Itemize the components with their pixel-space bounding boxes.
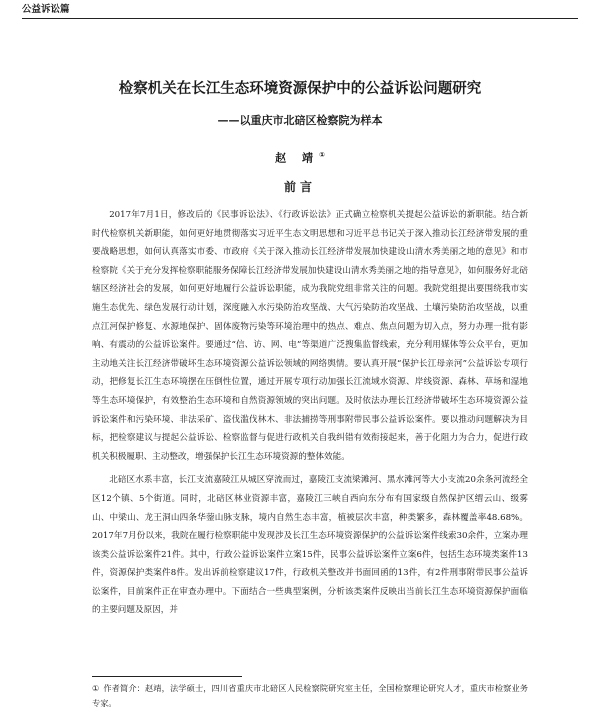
author-line bbox=[22, 148, 578, 166]
section-heading: 前言 bbox=[283, 180, 316, 194]
footnote bbox=[92, 681, 528, 710]
author-name: 赵 靖 bbox=[275, 151, 319, 165]
footnote-mark: ① bbox=[92, 684, 100, 693]
running-head: 公益诉讼篇 bbox=[22, 4, 578, 19]
article-title: 检察机关在长江生态环境资源保护中的公益诉讼问题研究 bbox=[118, 81, 482, 97]
body-text bbox=[92, 206, 528, 620]
paragraph: 北碚区水系丰富，长江支流嘉陵江从城区穿流而过，嘉陵江支流梁滩河、黑水滩河等大小支流20余条河流经全区12个镇、5个街道。同时，北碚区林业资源丰富，嘉陵江三峡自西向东分布有国家级自然保护区缙云山、级雾山、中梁山、龙王洞山四条华蓥山脉支脉，境内自然生态丰富，植被层次丰富，种类繁多，森林覆盖率48.68%。2017年7月份以来，我院在履行检察职能中发现涉及长江生态环境资源保护的公益诉讼案件线索30余件，立案办理该类公益诉讼案件21件。其中，行政公益诉讼案件立案15件，民事公益诉讼案件立案6件，包括生态环境类案件13件，资源保护类案件8件。发出诉前检察建议17件，行政机关整改并书面回函的13件，有2件刑事附带民事公益诉讼案件，目前案件正在审查办理中。下面结合一些典型案例，分析该类案件反映出当前长江生态环境资源保护面临的主要问题及原因，并 bbox=[92, 475, 528, 616]
author-note-mark: ① bbox=[318, 151, 325, 159]
paragraph: 2017年7月1日，修改后的《民事诉讼法》、《行政诉讼法》正式确立检察机关提起公益诉讼的新职能。结合新时代检察机关新职能，如何更好地贯彻落实习近平生态文明思想和习近平总书记关于深入推动长江经济带发展的重要战略思想，如何认真落实市委、市政府《关于深入推动长江经济带发展加快建设山清水秀美丽之地的意见》和市检察院《关于充分发挥检察职能服务保障长江经济带发展加快建设山清水秀美丽之地的指导意见》，如何服务好北碚辖区经济社会的发展，如何更好地履行公益诉讼职能，成为我院党组非常关注的问题。我院党组提出要围绕我市实施生态优先、绿色发展行动计划，深度融入水污染防治攻坚战、大气污染防治攻坚战、土壤污染防治攻坚战，以重点江河保护修复、水源地保护、固体废物污染等环境治理中的热点、难点、焦点问题为切入点，努力办理一批有影响、有震动的公益诉讼案件。要通过“信、访、网、电”等渠道广泛搜集监督线索，充分利用媒体等公众平台，更加主动地关注长江经济带破坏生态环境资源公益诉讼领域的网络舆情。要认真开展“保护长江母亲河”公益诉讼专项行动，把修复长江生态环境摆在压倒性位置，通过开展专项行动加强长江流域水资源、岸线资源、森林、草场和湿地等生态环境保护，有效整治生态环境和自然资源领域的突出问题。及时依法办理长江经济带破坏生态环境资源公益诉讼案件和污染环境、非法采矿、盗伐滥伐林木、非法捕捞等刑事附带民事公益诉讼案件。要以推动问题解决为目标，把检察建议与提起公益诉讼、检察监督与促进行政机关自我纠错有效衔接起来，善于化阻力为合力，促进行政机关积极履职、主动整改，增强保护长江生态环境资源的整体效能。 bbox=[92, 210, 528, 462]
footnote-divider bbox=[92, 676, 242, 677]
article-subtitle: ——以重庆市北碚区检察院为样本 bbox=[217, 114, 383, 127]
footnote-text: 作者简介：赵靖，法学硕士，四川省重庆市北碚区人民检察院研究室主任，全国检察理论研究人才，重庆市检察业务专家。 bbox=[92, 683, 529, 708]
